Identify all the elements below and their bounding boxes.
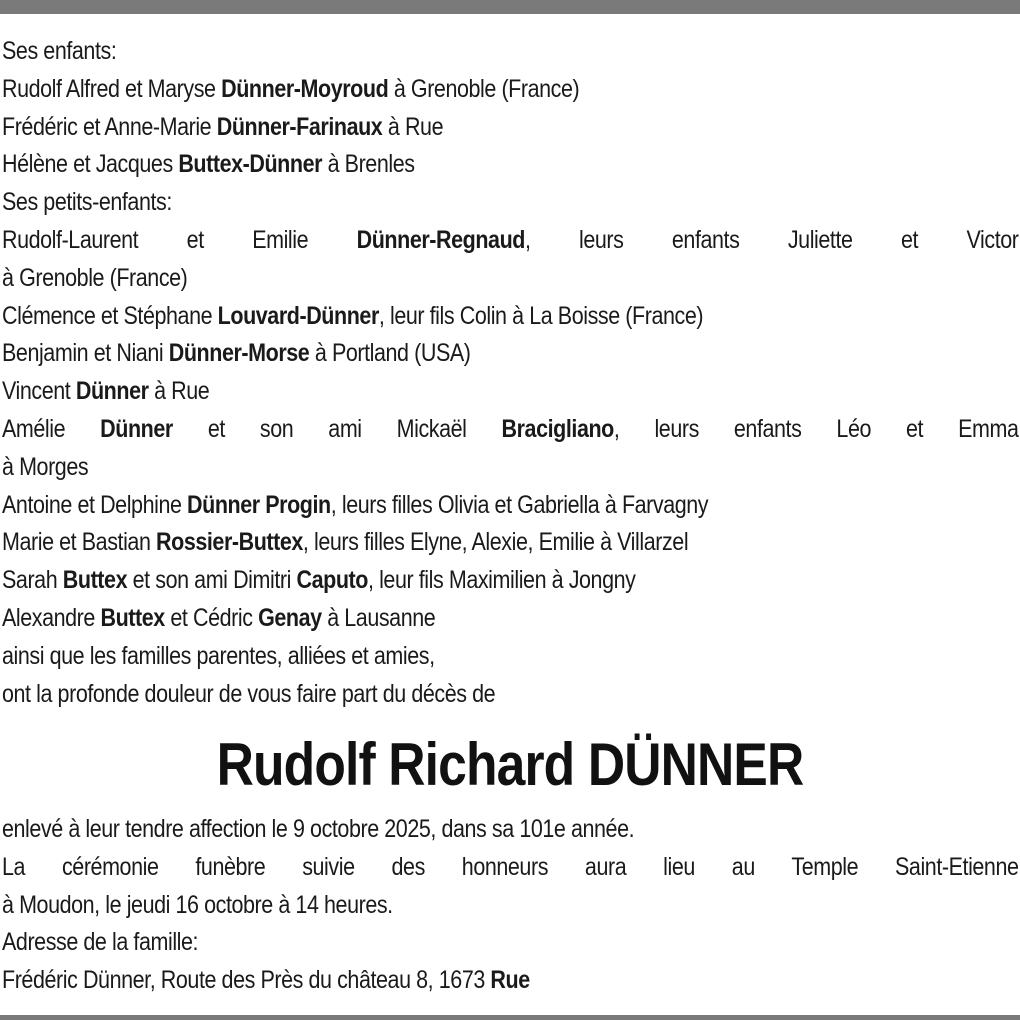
text-line: [2, 487, 876, 525]
text-line: [2, 335, 876, 373]
text-segment: ont la profonde douleur de vous faire part du décès de: [2, 679, 496, 708]
text-segment: , leur fils Colin à La Boisse (France): [378, 301, 704, 330]
family-name: Buttex: [62, 566, 128, 595]
text-segment: Marie et Bastian: [2, 528, 157, 557]
text-segment: à Moudon, le jeudi 16 octobre à 14 heures.: [2, 890, 393, 919]
text-segment: Rudolf-Laurent et Emilie: [2, 225, 357, 254]
family-name: Dünner-Moyroud: [221, 74, 389, 103]
text-line: [2, 524, 876, 562]
text-segment: , leurs enfants Léo et Emma: [613, 414, 1019, 443]
text-segment: à Grenoble (France): [388, 74, 580, 103]
text-line: [2, 924, 876, 962]
text-line: [2, 600, 876, 638]
family-name: Dünner-Farinaux: [216, 112, 383, 141]
text-segment: à Grenoble (France): [2, 263, 188, 292]
text-segment: Sarah: [2, 566, 63, 595]
text-line: [2, 222, 1019, 260]
family-name: Genay: [258, 603, 322, 632]
family-name: Louvard-Dünner: [217, 301, 379, 330]
announcement-details: [2, 811, 1019, 1000]
family-name: Caputo: [296, 566, 368, 595]
text-segment: et son ami Dimitri: [127, 566, 297, 595]
family-name: Buttex-Dünner: [178, 150, 323, 179]
text-line: [2, 411, 1019, 449]
text-line: [2, 962, 876, 1000]
text-segment: Vincent: [2, 377, 76, 406]
family-name: Dünner-Morse: [168, 339, 310, 368]
bottom-divider: [0, 1015, 1020, 1020]
text-line: [2, 887, 876, 925]
text-segment: , leurs filles Elyne, Alexie, Emilie à Villarzel: [302, 528, 689, 557]
text-segment: Ses petits-enfants:: [2, 188, 172, 217]
text-segment: à Rue: [382, 112, 444, 141]
family-list: [2, 33, 1019, 713]
family-name: Dünner-Regnaud: [356, 225, 525, 254]
text-segment: à Morges: [2, 452, 89, 481]
text-segment: , leur fils Maximilien à Jongny: [367, 566, 636, 595]
text-line: [2, 109, 876, 147]
text-line: [2, 33, 876, 71]
text-segment: Hélène et Jacques: [2, 150, 179, 179]
text-segment: Alexandre: [2, 603, 101, 632]
top-divider: [0, 0, 1020, 14]
text-segment: Frédéric et Anne-Marie: [2, 112, 217, 141]
text-line: [2, 146, 876, 184]
text-segment: Ses enfants:: [2, 37, 117, 65]
family-name: Dünner: [75, 377, 149, 406]
text-segment: , leurs enfants Juliette et Victor: [524, 225, 1019, 254]
text-line: [2, 298, 876, 336]
text-segment: à Brenles: [322, 150, 415, 179]
text-segment: et Cédric: [164, 603, 259, 632]
text-segment: ainsi que les familles parentes, alliées et amies,: [2, 641, 435, 670]
family-name: Buttex: [100, 603, 165, 632]
text-segment: La cérémonie funèbre suivie des honneurs aura lieu au Temple Saint-Etienne: [2, 852, 1019, 881]
family-name: Rossier-Buttex: [156, 528, 303, 557]
family-name: Rue: [490, 966, 530, 995]
text-segment: Antoine et Delphine: [2, 490, 188, 519]
text-segment: enlevé à leur tendre affection le 9 octobre 2025, dans sa 101e année.: [2, 815, 635, 843]
text-segment: Rudolf Alfred et Maryse: [2, 74, 222, 103]
text-segment: à Lausanne: [321, 603, 436, 632]
text-segment: Adresse de la famille:: [2, 928, 199, 957]
text-segment: Frédéric Dünner, Route des Près du château 8, 1673: [2, 966, 491, 995]
text-segment: Benjamin et Niani: [2, 339, 169, 368]
text-line: [2, 811, 876, 849]
text-line: [2, 373, 876, 411]
text-segment: à Portland (USA): [309, 339, 471, 368]
text-line: [2, 849, 1019, 887]
text-line: [2, 562, 876, 600]
text-line: [2, 638, 876, 676]
text-segment: Amélie: [2, 414, 101, 443]
text-line: [2, 260, 876, 298]
family-name: Bracigliano: [501, 414, 614, 443]
text-line: [2, 71, 876, 109]
text-segment: et son ami Mickaël: [172, 414, 502, 443]
family-name: Dünner Progin: [187, 490, 331, 519]
text-line: [2, 449, 876, 487]
text-line: [2, 676, 876, 714]
text-segment: Clémence et Stéphane: [2, 301, 218, 330]
deceased-name: Rudolf Richard DÜNNER: [216, 731, 804, 798]
text-segment: , leurs filles Olivia et Gabriella à Farvagny: [330, 490, 709, 519]
family-name: Dünner: [100, 414, 173, 443]
text-line: [2, 184, 876, 222]
text-segment: à Rue: [148, 377, 210, 406]
